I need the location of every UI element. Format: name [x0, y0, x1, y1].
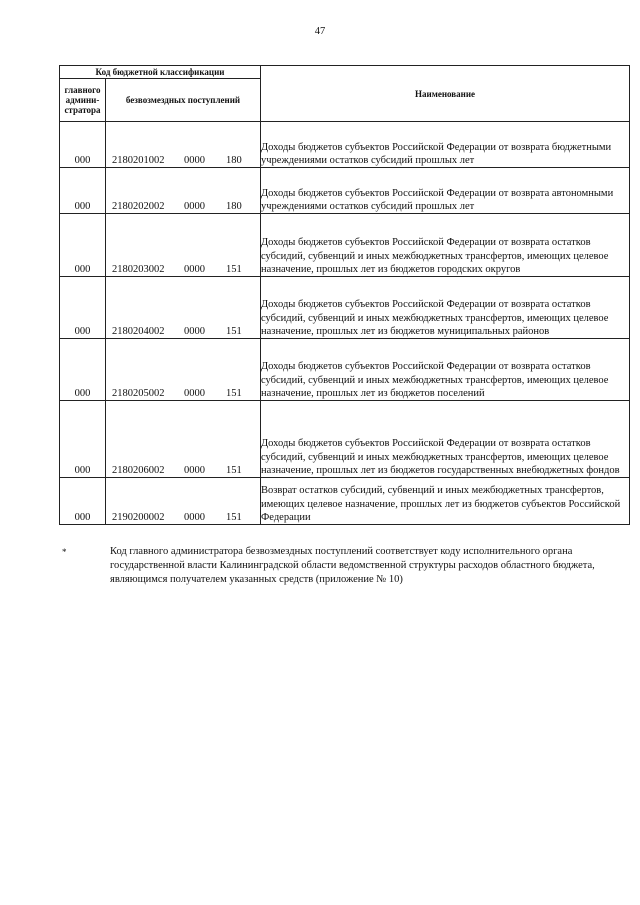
- revenue-name-cell: Доходы бюджетов субъектов Российской Федерации от возврата автономными учреждениями остатков субсидий прошлых лет: [261, 168, 630, 214]
- name-column-header: Наименование: [261, 66, 630, 122]
- table-row: [60, 339, 630, 401]
- revenue-code-cell: [106, 401, 261, 478]
- revenue-subcode: 0000: [184, 465, 205, 476]
- table-row: [60, 214, 630, 277]
- revenue-code: 2180204002: [112, 326, 165, 337]
- revenue-subcode: 0000: [184, 512, 205, 523]
- revenue-code-cell: [106, 214, 261, 277]
- revenue-code-cell: [106, 168, 261, 214]
- admin-code-cell: 000: [60, 122, 106, 168]
- revenue-kosgu: 151: [226, 264, 242, 275]
- revenue-subcode: 0000: [184, 326, 205, 337]
- revenue-code: 2190200002: [112, 512, 165, 523]
- revenue-subcode: 0000: [184, 155, 205, 166]
- table-row: [60, 168, 630, 214]
- revenue-name-cell: Доходы бюджетов субъектов Российской Федерации от возврата остатков субсидий, субвенций и иных межбюджетных трансфертов, имеющих целевое назначение, прошлых лет из бюджетов городских округов: [261, 214, 630, 277]
- revenue-subcode: 0000: [184, 264, 205, 275]
- table-row: [60, 478, 630, 525]
- admin-code-cell: 000: [60, 214, 106, 277]
- code-column-header: безвозмездных поступлений: [106, 79, 261, 122]
- admin-column-header: главного админи-стратора: [60, 79, 106, 122]
- revenue-kosgu: 151: [226, 326, 242, 337]
- revenue-name-cell: Доходы бюджетов субъектов Российской Федерации от возврата остатков субсидий, субвенций и иных межбюджетных трансфертов, имеющих целевое назначение, прошлых лет из бюджетов государственных внебюджетных фондов: [261, 401, 630, 478]
- revenue-code: 2180203002: [112, 264, 165, 275]
- revenue-code-cell: [106, 339, 261, 401]
- page-number: 47: [314, 26, 326, 37]
- admin-code-cell: 000: [60, 478, 106, 525]
- revenue-subcode: 0000: [184, 388, 205, 399]
- revenue-code: 2180205002: [112, 388, 165, 399]
- footnote: [62, 545, 622, 587]
- footnote-text: Код главного администратора безвозмездных поступлений соответствует коду исполнительного органа государственной власти Калининградской области ведомственной структуры расходов областного бюджета, являющимся получателем указанных средств (приложение № 10): [110, 546, 595, 585]
- footnote-mark: *: [62, 547, 67, 557]
- revenue-code: 2180201002: [112, 155, 165, 166]
- table-row: [60, 277, 630, 339]
- revenue-subcode: 0000: [184, 201, 205, 212]
- admin-code-cell: 000: [60, 277, 106, 339]
- table-row: [60, 122, 630, 168]
- revenue-kosgu: 151: [226, 465, 242, 476]
- revenue-name-cell: Возврат остатков субсидий, субвенций и иных межбюджетных трансфертов, имеющих целевое назначение, прошлых лет из бюджетов субъектов Российской Федерации: [261, 478, 630, 525]
- revenue-code-cell: [106, 478, 261, 525]
- revenue-name-cell: Доходы бюджетов субъектов Российской Федерации от возврата остатков субсидий, субвенций и иных межбюджетных трансфертов, имеющих целевое назначение, прошлых лет из бюджетов муниципальных районов: [261, 277, 630, 339]
- revenue-kosgu: 151: [226, 388, 242, 399]
- revenue-code: 2180206002: [112, 465, 165, 476]
- admin-code-cell: 000: [60, 401, 106, 478]
- revenue-name-cell: Доходы бюджетов субъектов Российской Федерации от возврата остатков субсидий, субвенций и иных межбюджетных трансфертов, имеющих целевое назначение, прошлых лет из бюджетов поселений: [261, 339, 630, 401]
- revenue-code-cell: [106, 122, 261, 168]
- revenue-code-cell: [106, 277, 261, 339]
- revenue-kosgu: 180: [226, 201, 242, 212]
- budget-classification-group-header: Код бюджетной классификации: [60, 66, 261, 79]
- revenue-kosgu: 151: [226, 512, 242, 523]
- revenue-name-cell: Доходы бюджетов субъектов Российской Федерации от возврата бюджетными учреждениями остатков субсидий прошлых лет: [261, 122, 630, 168]
- admin-code-cell: 000: [60, 339, 106, 401]
- admin-code-cell: 000: [60, 168, 106, 214]
- revenue-kosgu: 180: [226, 155, 242, 166]
- revenue-code: 2180202002: [112, 201, 165, 212]
- table-row: [60, 401, 630, 478]
- budget-classification-table: [59, 65, 630, 525]
